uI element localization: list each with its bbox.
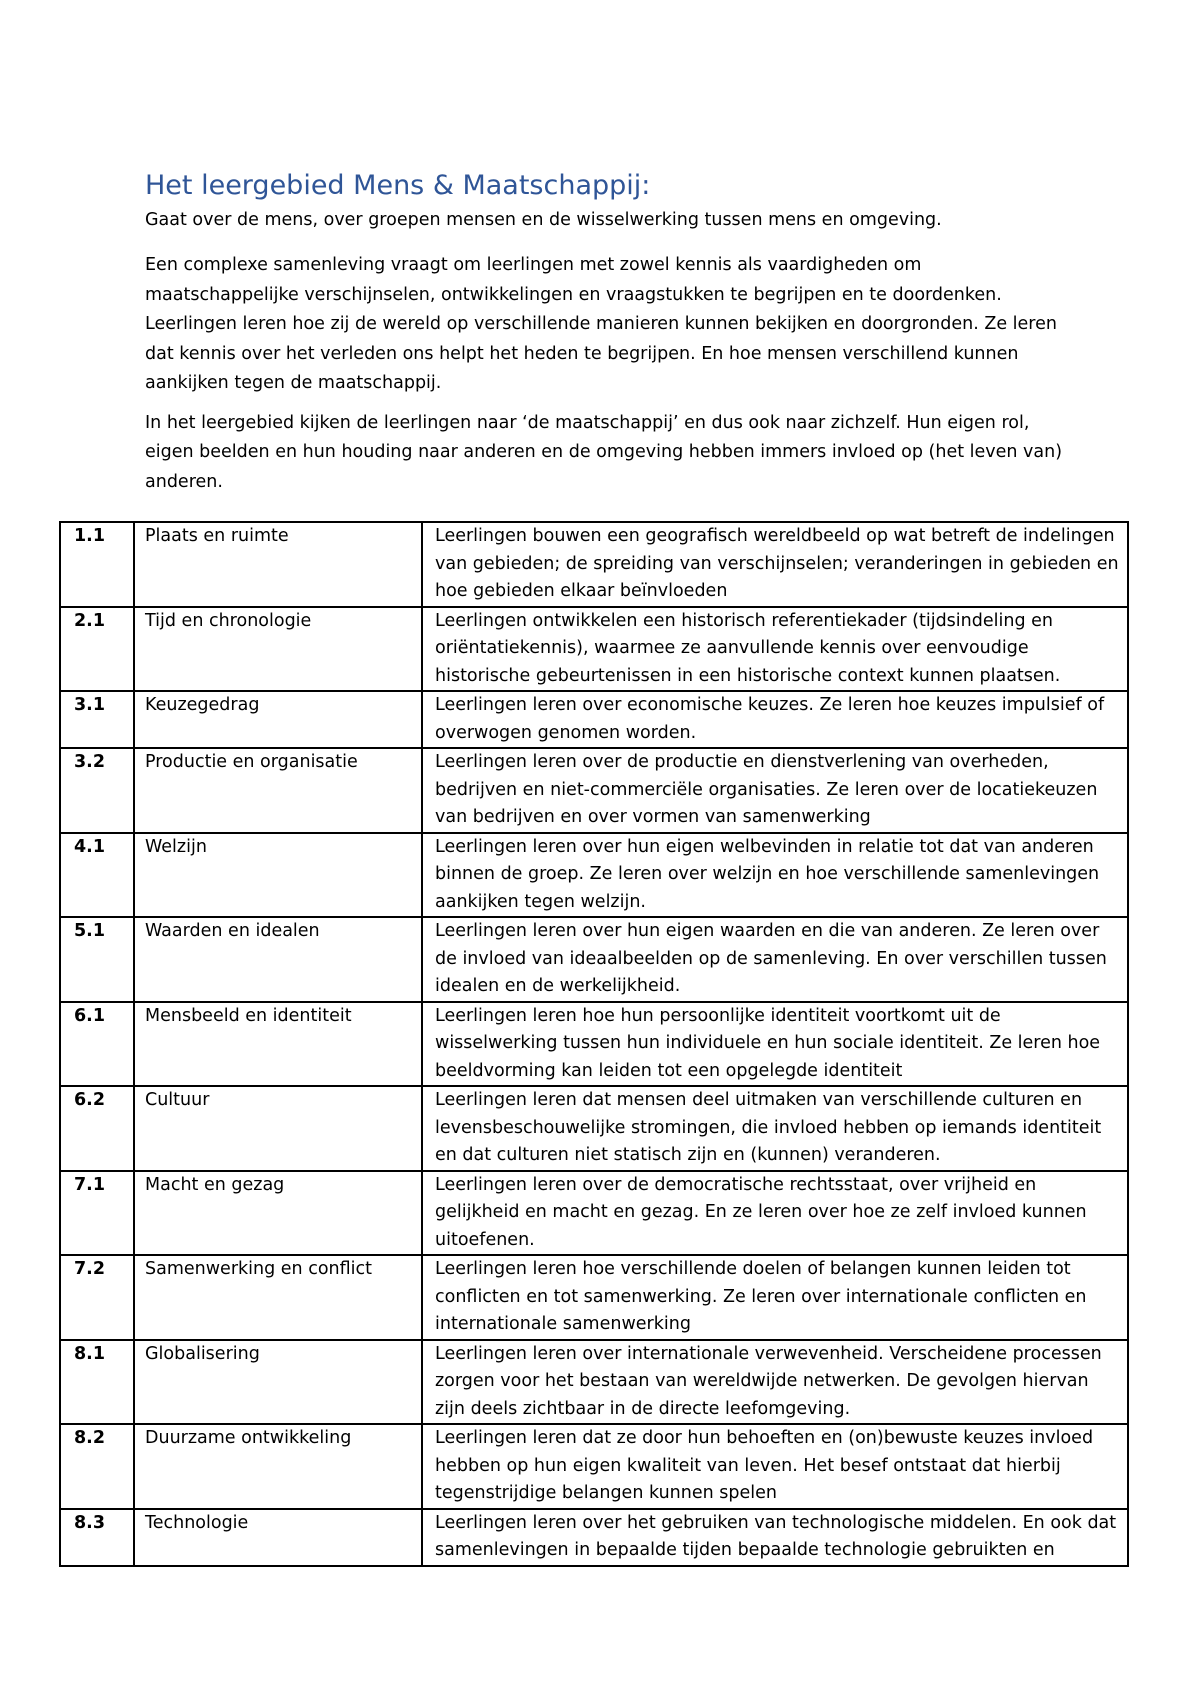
row-description: Leerlingen leren over de democratische rechtsstaat, over vrijheid en gelijkheid en macht en gezag. En ze leren over hoe ze zelf invloed kunnen uitoefenen. (422, 1171, 1128, 1256)
row-name: Technologie (134, 1509, 422, 1566)
table-row (60, 1340, 1128, 1425)
learning-goals-table (59, 521, 1129, 1567)
row-description: Leerlingen leren dat mensen deel uitmaken van verschillende culturen en levensbeschouwelijke stromingen, die invloed hebben op iemands identiteit en dat culturen niet statisch zijn en (kunnen) veranderen. (422, 1086, 1128, 1171)
subtitle: Gaat over de mens, over groepen mensen en de wisselwerking tussen mens en omgeving. (145, 210, 942, 230)
table-row (60, 1086, 1128, 1171)
row-name: Plaats en ruimte (134, 522, 422, 607)
table-row (60, 917, 1128, 1002)
row-code: 7.2 (60, 1255, 134, 1340)
row-code: 6.1 (60, 1002, 134, 1087)
row-code: 4.1 (60, 833, 134, 918)
row-name: Tijd en chronologie (134, 607, 422, 692)
row-code: 8.2 (60, 1424, 134, 1509)
row-code: 2.1 (60, 607, 134, 692)
row-code: 7.1 (60, 1171, 134, 1256)
table-row (60, 1424, 1128, 1509)
row-description: Leerlingen leren hoe hun persoonlijke identiteit voortkomt uit de wisselwerking tussen hun individuele en hun sociale identiteit. Ze leren hoe beeldvorming kan leiden tot een opgelegde identiteit (422, 1002, 1128, 1087)
row-description: Leerlingen ontwikkelen een historisch referentiekader (tijdsindeling en oriëntatiekennis), waarmee ze aanvullende kennis over eenvoudige historische gebeurtenissen in een historische context kunnen plaatsen. (422, 607, 1128, 692)
row-description: Leerlingen leren over hun eigen welbevinden in relatie tot dat van anderen binnen de groep. Ze leren over welzijn en hoe verschillende samenlevingen aankijken tegen welzijn. (422, 833, 1128, 918)
row-name: Mensbeeld en identiteit (134, 1002, 422, 1087)
table-row (60, 1002, 1128, 1087)
table-row (60, 691, 1128, 748)
document-intro (145, 168, 1065, 507)
row-description: Leerlingen leren over de productie en dienstverlening van overheden, bedrijven en niet-commerciële organisaties. Ze leren over de locatiekeuzen van bedrijven en over vormen van samenwerking (422, 748, 1128, 833)
row-description: Leerlingen leren over internationale verwevenheid. Verscheidene processen zorgen voor het bestaan van wereldwijde netwerken. De gevolgen hiervan zijn deels zichtbaar in de directe leefomgeving. (422, 1340, 1128, 1425)
intro-paragraph-1: Een complexe samenleving vraagt om leerlingen met zowel kennis als vaardigheden om maatschappelijke verschijnselen, ontwikkelingen en vraagstukken te begrijpen en te doordenken. Leerlingen leren hoe zij de wereld op verschillende manieren kunnen bekijken en doorgronden. Ze leren dat kennis over het verleden ons helpt het heden te begrijpen. En hoe mensen verschillend kunnen aankijken tegen de maatschappij. (145, 255, 1057, 393)
row-name: Keuzegedrag (134, 691, 422, 748)
intro-paragraph-2: In het leergebied kijken de leerlingen naar ‘de maatschappij’ en dus ook naar zichzelf. Hun eigen rol, eigen beelden en hun houding naar anderen en de omgeving hebben immers invloed op (het leven van) anderen. (145, 412, 1063, 492)
table-row (60, 833, 1128, 918)
table-row (60, 522, 1128, 607)
row-description: Leerlingen bouwen een geografisch wereldbeeld op wat betreft de indelingen van gebieden; de spreiding van verschijnselen; veranderingen in gebieden en hoe gebieden elkaar beïnvloeden (422, 522, 1128, 607)
row-name: Globalisering (134, 1340, 422, 1425)
row-name: Productie en organisatie (134, 748, 422, 833)
row-name: Waarden en idealen (134, 917, 422, 1002)
row-description: Leerlingen leren over hun eigen waarden en die van anderen. Ze leren over de invloed van ideaalbeelden op de samenleving. En over verschillen tussen idealen en de werkelijkheid. (422, 917, 1128, 1002)
table-row (60, 607, 1128, 692)
row-code: 3.2 (60, 748, 134, 833)
row-code: 6.2 (60, 1086, 134, 1171)
table-row (60, 748, 1128, 833)
row-name: Cultuur (134, 1086, 422, 1171)
row-name: Samenwerking en conflict (134, 1255, 422, 1340)
row-description: Leerlingen leren over economische keuzes. Ze leren hoe keuzes impulsief of overwogen genomen worden. (422, 691, 1128, 748)
row-code: 8.1 (60, 1340, 134, 1425)
row-code: 8.3 (60, 1509, 134, 1566)
row-name: Welzijn (134, 833, 422, 918)
table-row (60, 1171, 1128, 1256)
row-name: Duurzame ontwikkeling (134, 1424, 422, 1509)
row-name: Macht en gezag (134, 1171, 422, 1256)
row-code: 5.1 (60, 917, 134, 1002)
row-description: Leerlingen leren over het gebruiken van technologische middelen. En ook dat samenlevingen in bepaalde tijden bepaalde technologie gebruikten en (422, 1509, 1128, 1566)
table-row (60, 1255, 1128, 1340)
table-row (60, 1509, 1128, 1566)
row-description: Leerlingen leren dat ze door hun behoeften en (on)bewuste keuzes invloed hebben op hun eigen kwaliteit van leven. Het besef ontstaat dat hierbij tegenstrijdige belangen kunnen spelen (422, 1424, 1128, 1509)
page-title: Het leergebied Mens & Maatschappij: (145, 170, 651, 201)
row-code: 1.1 (60, 522, 134, 607)
row-code: 3.1 (60, 691, 134, 748)
row-description: Leerlingen leren hoe verschillende doelen of belangen kunnen leiden tot conflicten en tot samenwerking. Ze leren over internationale conflicten en internationale samenwerking (422, 1255, 1128, 1340)
learning-goals-table-wrapper (59, 521, 1127, 1567)
